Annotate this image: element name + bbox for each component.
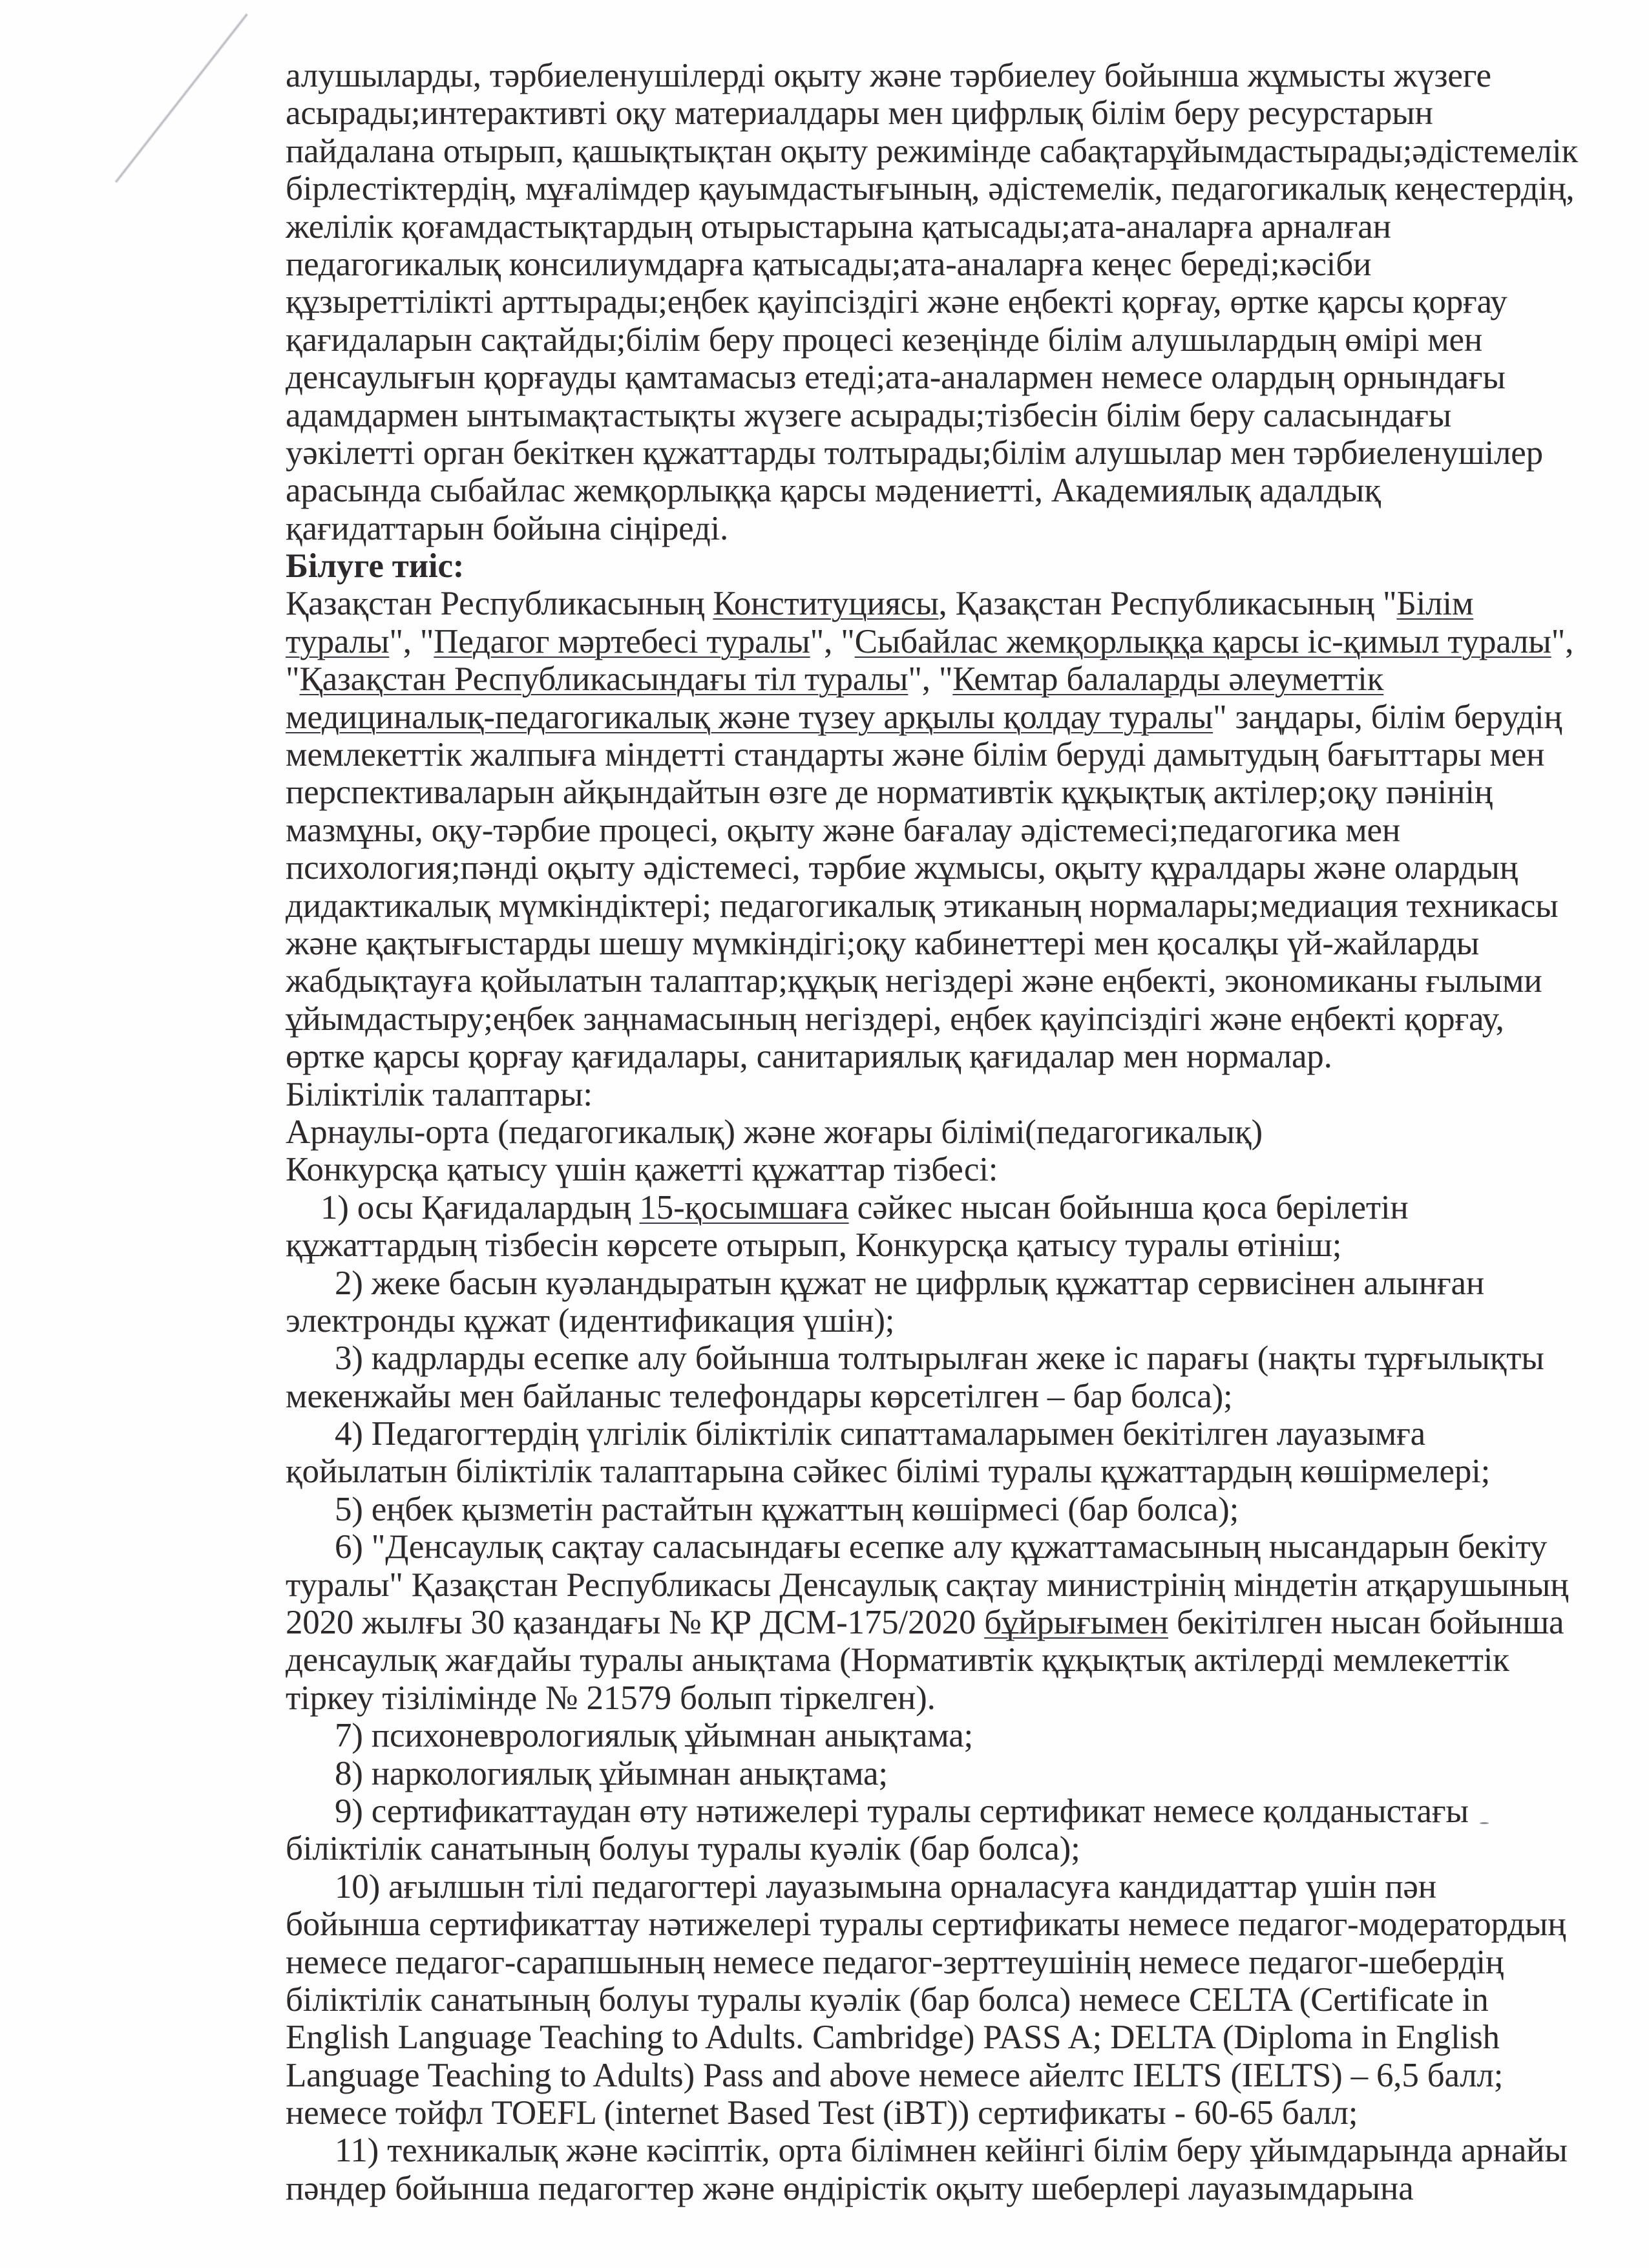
list-item-11: 11) техникалық және кәсіптік, орта білімнен кейінгі білім беру ұйымдарында арнайы <box>335 2132 1568 2170</box>
text: 2020 жылғы 30 қазандағы № ҚР ДСМ-175/2020 <box>286 1604 985 1642</box>
text-line <box>286 698 1617 736</box>
text-line: құзыреттілікті арттырады;еңбек қауіпсіздігі және еңбекті қорғау, өртке қарсы қорғау <box>286 283 1507 321</box>
text-line: қағидаттарын бойына сіңіреді. <box>286 509 729 547</box>
must-know-heading: Білуге тиіс: <box>286 547 465 585</box>
text-line: мазмұны, оқу-тәрбие процесі, оқыту және бағалау әдістемесі;педагогика мен <box>286 811 1401 849</box>
text-line: психология;пәнді оқыту әдістемесі, тәрбие жұмысы, оқыту құралдары және олардың <box>286 849 1518 887</box>
text-line: бойынша сертификаттау нәтижелері туралы сертификаты немесе педагог-модератордың <box>286 1906 1566 1944</box>
constitution-link[interactable]: Конституциясы <box>713 585 939 623</box>
text-line: біліктілік санатының болуы туралы куәлік (бар болса) немесе CELTA (Certificate in <box>286 1980 1489 2019</box>
list-item-1 <box>286 1189 1617 1226</box>
text-line: Language Teaching to Adults) Pass and above немесе айелтс IELTS (IELTS) – 6,5 балл; <box>286 2056 1504 2094</box>
text-line: электронды құжат (идентификация үшін); <box>286 1301 895 1339</box>
text-line <box>286 660 1617 698</box>
text-line: немесе педагог-сарапшының немесе педагог-зерттеушінің немесе педагог-шебердің <box>286 1943 1504 1981</box>
text-line <box>286 1604 1617 1641</box>
text-line: педагогикалық консилиумдарға қатысады;ата-аналарға кеңес береді;кәсіби <box>286 245 1372 283</box>
text-line: адамдармен ынтымақтастықты жүзеге асырады;тізбесін білім беру саласындағы <box>286 396 1452 434</box>
disabled-children-law-link[interactable]: Кемтар балаларды әлеуметтік <box>952 660 1384 698</box>
list-item-5: 5) еңбек қызметін растайтын құжаттың көшірмесі (бар болса); <box>335 1490 1239 1528</box>
text-line: English Language Teaching to Adults. Cambridge) PASS A; DELTA (Diploma in English <box>286 2019 1500 2057</box>
appendix-15-link[interactable]: 15-қосымшаға <box>639 1188 849 1226</box>
order-link[interactable]: бұйрығымен <box>984 1604 1168 1642</box>
text-line: пайдалана отырып, қашықтықтан оқыту режимінде сабақтарұйымдастырады;әдістемелік <box>286 132 1578 170</box>
scan-artifact-line <box>114 13 249 184</box>
list-item-10: 10) ағылшын тілі педагогтері лауазымына орналасуға кандидаттар үшін пән <box>335 1867 1436 1906</box>
text: Қазақстан Республикасының <box>286 585 713 623</box>
text: ", <box>1551 622 1574 660</box>
text-line: қойылатын біліктілік талаптарына сәйкес білімі туралы құжаттардың көшірмелері; <box>286 1453 1491 1491</box>
text: сәйкес нысан бойынша қоса берілетін <box>848 1188 1409 1226</box>
language-law-link[interactable]: Қазақстан Республикасындағы тіл туралы <box>299 660 909 698</box>
text-line: перспективаларын айқындайтын өзге де нормативтік құқықтық актілер;оқу пәнінің <box>286 773 1493 812</box>
text-line <box>286 585 1617 622</box>
document-page <box>286 57 1617 2207</box>
text-line: өртке қарсы қорғау қағидалары, санитариялық қағидалар мен нормалар. <box>286 1038 1332 1076</box>
text-line: мемлекеттік жалпыға міндетті стандарты және білім беруді дамытудың бағыттары мен <box>286 736 1545 774</box>
list-item-3: 3) кадрларды есепке алу бойынша толтырылған жеке іс парағы (нақты тұрғылықты <box>335 1339 1544 1378</box>
list-item-4: 4) Педагогтердің үлгілік біліктілік сипаттамаларымен бекітілген лауазымға <box>335 1415 1425 1453</box>
text-line <box>286 623 1617 660</box>
list-item-8: 8) наркологиялық ұйымнан анықтама; <box>335 1754 888 1792</box>
text: бекітілген нысан бойынша <box>1168 1604 1564 1642</box>
text-line: құжаттардың тізбесін көрсете отырып, Конкурсқа қатысу туралы өтініш; <box>286 1226 1342 1265</box>
text-line: асырады;интерактивті оқу материалдары мен цифрлық білім беру ресурстарын <box>286 94 1433 132</box>
text: ", " <box>908 660 953 698</box>
text-line: ұйымдастыру;еңбек заңнамасының негіздері, еңбек қауіпсіздігі және еңбекті қорғау, <box>286 1000 1504 1038</box>
disabled-children-law-link[interactable]: медициналық-педагогикалық және түзеу арқылы қолдау туралы <box>286 698 1213 736</box>
text-line: бірлестіктердің, мұғалімдер қауымдастығының, әдістемелік, педагогикалық кеңестердің, <box>286 170 1575 208</box>
text-line: желілік қоғамдастықтардың отырыстарына қатысады;ата-аналарға арналған <box>286 207 1391 246</box>
text-line: тіркеу тізілімінде № 21579 болып тіркелген). <box>286 1679 936 1717</box>
text: 1) осы Қағидалардың <box>320 1188 640 1226</box>
text-line: біліктілік санатының болуы туралы куәлік (бар болса); <box>286 1830 1080 1868</box>
text: " заңдары, білім берудің <box>1213 698 1562 736</box>
text: ", " <box>389 622 434 660</box>
text-line: денсаулығын қорғауды қамтамасыз етеді;ата-аналармен немесе олардың орнындағы <box>286 359 1506 397</box>
text-line: дидактикалық мүмкіндіктері; педагогикалық этиканың нормалары;медиация техникасы <box>286 887 1559 925</box>
qualification-text: Арнаулы-орта (педагогикалық) және жоғары білімі(педагогикалық) <box>286 1113 1263 1151</box>
text: , Қазақстан Республикасының " <box>938 585 1397 623</box>
list-item-2: 2) жеке басын куәландыратын құжат не цифрлық құжаттар сервисінен алынған <box>335 1264 1484 1302</box>
text-line: немесе тойфл TOEFL (internet Based Test (iBT)) сертификаты - 60-65 балл; <box>286 2094 1358 2132</box>
documents-heading: Конкурсқа қатысу үшін қажетті құжаттар тізбесі: <box>286 1151 998 1189</box>
anti-corruption-law-link[interactable]: Сыбайлас жемқорлыққа қарсы іс-қимыл туралы <box>854 622 1551 660</box>
text-line: мекенжайы мен байланыс телефондары көрсетілген – бар болса); <box>286 1377 1233 1415</box>
text-line: уәкілетті орган бекіткен құжаттарды толтырады;білім алушылар мен тәрбиеленушілер <box>286 434 1543 472</box>
text-line: және қақтығыстарды шешу мүмкіндігі;оқу кабинеттері мен қосалқы үй-жайларды <box>286 924 1480 962</box>
text: " <box>286 660 300 698</box>
list-item-9: 9) сертификаттаудан өту нәтижелері туралы сертификат немесе қолданыстағы <box>335 1792 1469 1830</box>
text-line: денсаулық жағдайы туралы анықтама (Нормативтік құқықтық актілерді мемлекеттік <box>286 1641 1509 1679</box>
text-line: арасында сыбайлас жемқорлыққа қарсы мәдениетті, Академиялық адалдық <box>286 472 1381 510</box>
text-line: жабдықтауға қойылатын талаптар;құқық негіздері және еңбекті, экономиканы ғылыми <box>286 962 1542 1000</box>
education-law-link[interactable]: туралы <box>286 622 390 660</box>
text-line: пәндер бойынша педагогтер және өндірістік оқыту шеберлері лауазымдарына <box>286 2169 1414 2207</box>
text: ", " <box>810 622 855 660</box>
text-line: қағидаларын сақтайды;білім беру процесі кезеңінде білім алушылардың өмірі мен <box>286 320 1483 359</box>
list-item-7: 7) психоневрологиялық ұйымнан анықтама; <box>335 1717 974 1755</box>
text-line: туралы" Қазақстан Республикасы Денсаулық сақтау министрінің міндетін атқарушының <box>286 1566 1569 1604</box>
text-line: алушыларды, тәрбиеленушілерді оқыту және тәрбиелеу бойынша жұмысты жүзеге <box>286 57 1491 94</box>
teacher-status-law-link[interactable]: Педагог мәртебесі туралы <box>434 622 810 660</box>
education-law-link[interactable]: Білім <box>1396 585 1474 623</box>
qualification-heading: Біліктілік талаптары: <box>286 1075 593 1113</box>
list-item-6: 6) "Денсаулық сақтау саласындағы есепке алу құжаттамасының нысандарын бекіту <box>335 1528 1548 1566</box>
